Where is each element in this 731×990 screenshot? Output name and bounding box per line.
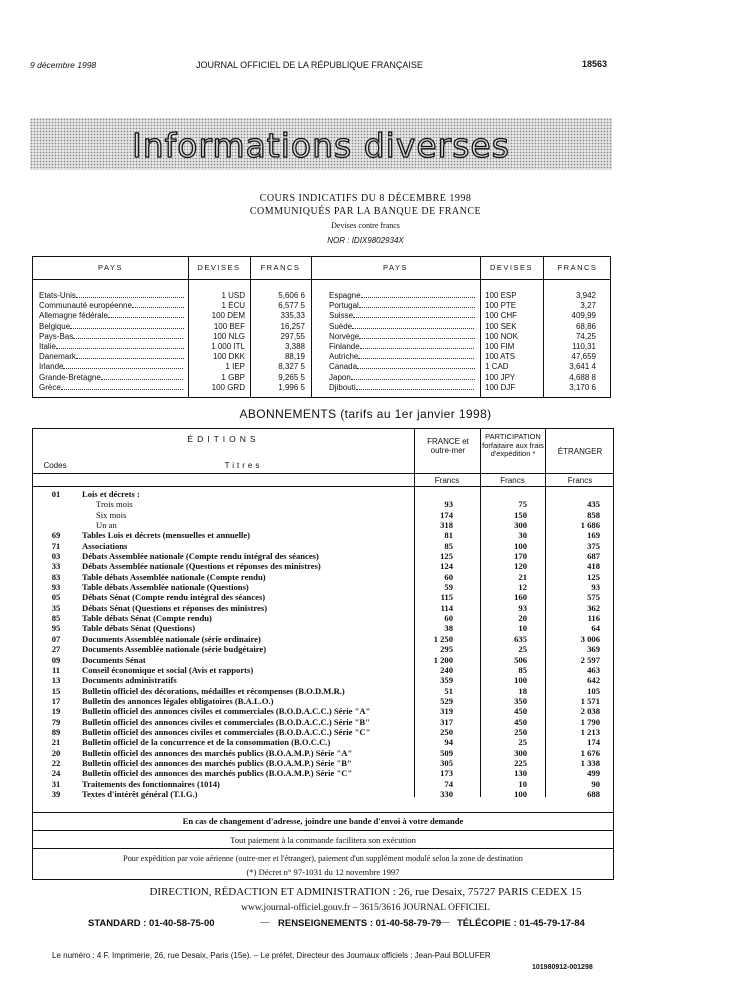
abonnement-cell: 11: [51, 664, 61, 675]
abonnement-cell: 89: [51, 726, 61, 737]
abonnement-cell: 69: [51, 530, 61, 541]
note-decree: (*) Décret n° 97-1031 du 12 novembre 1997: [246, 867, 400, 877]
abonnement-cell: Conseil économique et social (Avis et rapports): [82, 664, 254, 675]
abonnement-cell: 114: [440, 602, 453, 613]
note-change-address: En cas de changement d'adresse, joindre une bande d'envoi à votre demande: [182, 816, 464, 826]
footer-imprint: Le numéro : 4 F. Imprimerie, 26, rue Desaix, Paris (15e). – Le préfet, Directeur des Journaux officiels : Jean-Paul BOLUFER: [52, 951, 491, 960]
abonnement-cell: 39: [51, 788, 61, 799]
abonnement-cell: 12: [518, 582, 527, 593]
cours-left-cell: Communauté européenne: [39, 301, 184, 311]
abonnement-cell: 2 038: [580, 706, 600, 717]
renseignements-phone: RENSEIGNEMENTS : 01-40-58-79-79: [278, 918, 442, 929]
abonnement-cell: 369: [587, 644, 600, 655]
abonnement-cell: [483, 489, 527, 499]
abonnement-cell: 1 686: [580, 520, 600, 531]
cours-right-cell: 100 CHF: [485, 311, 518, 321]
abonnement-cell: Bulletin officiel des annonces civiles et commerciales (B.O.D.A.C.C.) Série "B": [82, 716, 370, 727]
abonnement-cell: Bulletin officiel des annonces des marchés publics (B.O.A.M.P.) Série "C": [82, 768, 353, 779]
abonnement-cell: 51: [444, 685, 453, 696]
abonnement-cell: Débats Assemblée nationale (Compte rendu intégral des séances): [82, 551, 319, 562]
abonnement-cell: Bulletin des annonces légales obligatoires (B.A.L.O.): [82, 695, 274, 706]
cours-header-pays-right: PAYS: [383, 263, 408, 272]
abonnement-cell: 15: [51, 685, 61, 696]
header-page-number: 18563: [582, 59, 608, 69]
abonnement-cell: Débats Assemblée nationale (Questions et réponses des ministres): [82, 561, 321, 572]
cours-left-cell: 88,19: [284, 352, 305, 362]
abonnements-codes-column: [43, 489, 69, 799]
abonnement-cell: 10: [518, 623, 527, 634]
cours-left-cell: 6,577 5: [278, 301, 305, 311]
cours-left-cell: 1 ÉCU: [221, 301, 245, 311]
abonnement-cell: 250: [514, 726, 527, 737]
cours-right-cell: Djibouti: [329, 383, 475, 393]
cours-left-cell: 100 BEF: [213, 321, 245, 331]
abonnement-cell: Bulletin officiel de la concurrence et de la consommation (B.O.C.C.): [82, 737, 331, 748]
abonnement-cell: 75: [518, 499, 527, 510]
abonnement-cell: 305: [440, 757, 453, 768]
abonnement-cell: 575: [587, 592, 600, 603]
cours-header-devises-right: DEVISES: [489, 263, 533, 272]
cours-right-cell: Autriche: [329, 352, 475, 362]
abonnement-cell: Associations: [82, 540, 128, 551]
cours-left-cell: 8,327 5: [278, 362, 305, 372]
abonnement-cell: 295: [440, 644, 453, 655]
abonnement-cell: Table débats Assemblée nationale (Questions): [82, 582, 249, 593]
cours-right-cell: 409,99: [571, 311, 596, 321]
abonnement-cell: 85: [51, 613, 61, 624]
abonnements-titles-column: [82, 489, 408, 799]
abonnement-cell: 10: [518, 778, 527, 789]
abonnement-cell: 100: [514, 675, 527, 686]
abonnement-cell: 858: [587, 509, 600, 520]
abonnement-cell: 362: [587, 602, 600, 613]
cours-right-cell: Suède: [329, 322, 475, 332]
cours-left-cell: 5,606 6: [278, 291, 305, 300]
abonnement-cell: 93: [51, 582, 61, 593]
abonnement-cell: 100: [514, 788, 527, 799]
abonnement-cell: 509: [440, 747, 453, 758]
abonnement-cell: 450: [514, 706, 527, 717]
cours-left-cell: 100 DKK: [212, 352, 245, 362]
abonnement-cell: Table débats Sénat (Questions): [82, 623, 196, 634]
abonnement-cell: 35: [51, 602, 61, 613]
cours-right-cell: 1 CAD: [485, 362, 509, 372]
abonnement-cell: 20: [518, 613, 527, 624]
abonnement-cell: 09: [51, 654, 61, 665]
cours-right-cell: Canada: [329, 362, 475, 372]
abonnements-header-etranger: ÉTRANGER: [557, 447, 603, 456]
cours-right-cell: 100 FIM: [485, 342, 515, 352]
abonnement-cell: 115: [440, 592, 453, 603]
cours-left-cell: 1 USD: [221, 291, 245, 300]
abonnement-cell: 24: [51, 768, 61, 779]
cours-subtitle: Devises contre francs: [331, 221, 400, 230]
header-date: 9 décembre 1998: [30, 60, 97, 70]
cours-right-cell: 74,25: [575, 331, 596, 341]
abonnement-cell: [43, 510, 69, 520]
cours-left-cell: 100 GRD: [211, 382, 245, 392]
cours-left-country-column: [39, 291, 184, 393]
abonnement-cell: 529: [440, 695, 453, 706]
abonnement-cell: 350: [514, 695, 527, 706]
abonnement-cell: 85: [518, 664, 527, 675]
abonnement-cell: 64: [591, 623, 600, 634]
cours-right-cell: 3,27: [580, 301, 596, 311]
abonnement-cell: 1 338: [580, 757, 600, 768]
abonnement-cell: 3 006: [580, 633, 600, 644]
abonnement-cell: 79: [51, 716, 61, 727]
cours-right-cell: 110,31: [572, 342, 596, 352]
cours-right-cell: Portugal: [329, 301, 475, 311]
abonnement-cell: 93: [444, 499, 453, 510]
abonnement-cell: [548, 489, 600, 499]
cours-right-cell: 3,641 4: [569, 362, 596, 372]
abonnement-cell: Bulletin officiel des annonces des marchés publics (B.O.A.M.P.) Série "B": [82, 757, 352, 768]
note-payment: Tout paiement à la commande facilitera son exécution: [230, 835, 416, 845]
abonnements-participation-column: [483, 489, 527, 799]
cours-left-cell: 335,33: [280, 311, 305, 321]
cours-right-rate-column: [548, 291, 596, 393]
cours-right-cell: 3,170 6: [569, 382, 596, 392]
abonnement-cell: 21: [51, 737, 61, 748]
abonnement-cell: 688: [587, 788, 600, 799]
cours-right-cell: 68,86: [575, 321, 596, 331]
abonnement-cell: 38: [444, 623, 453, 634]
abonnement-cell: 170: [514, 551, 527, 562]
abonnement-cell: 17: [51, 695, 61, 706]
cours-title-line2: COMMUNIQUÉS PAR LA BANQUE DE FRANCE: [249, 206, 482, 217]
abonnement-cell: 240: [440, 664, 453, 675]
note-air-shipping: Pour expédition par voie aérienne (outre-mer et l'étranger), paiement d'un supplément modulé selon la zone de destination: [123, 854, 523, 863]
abonnement-cell: 21: [518, 571, 527, 582]
abonnements-header-editions: ÉDITIONS: [187, 434, 260, 444]
telecopie-fax: TÉLÉCOPIE : 01-45-79-17-84: [457, 918, 585, 929]
abonnement-cell: Débats Sénat (Questions et réponses des ministres): [82, 602, 268, 613]
abonnement-cell: 300: [514, 520, 527, 531]
abonnement-cell: 499: [587, 768, 600, 779]
standard-phone: STANDARD : 01-40-58-75-00: [88, 918, 215, 929]
abonnement-cell: Documents Assemblée nationale (série ordinaire): [82, 633, 261, 644]
abonnement-cell: 150: [514, 509, 527, 520]
cours-right-cell: 100 DJF: [485, 382, 516, 392]
cours-left-currency-column: [193, 291, 245, 393]
abonnement-cell: 1 571: [580, 695, 600, 706]
abonnement-cell: 18: [518, 685, 527, 696]
abonnement-cell: 506: [514, 654, 527, 665]
abonnement-cell: [43, 520, 69, 530]
website-minitel: www.journal-officiel.gouv.fr – 3615/3616 JOURNAL OFFICIEL: [241, 903, 490, 913]
cours-right-cell: 100 NOK: [485, 331, 518, 341]
abonnement-cell: 94: [444, 737, 453, 748]
abonnement-cell: 27: [51, 644, 61, 655]
abonnement-cell: 93: [518, 602, 527, 613]
cours-right-cell: Norvège: [329, 332, 475, 342]
footer-code: 101980912-001298: [532, 964, 593, 971]
cours-left-cell: 1 000 ITL: [211, 342, 245, 352]
abonnement-cell: 125: [587, 571, 600, 582]
abonnement-cell: 05: [51, 592, 61, 603]
abonnement-cell: 25: [518, 644, 527, 655]
abonnement-cell: 01: [51, 489, 61, 499]
abonnement-cell: 120: [514, 561, 527, 572]
abonnement-cell: 03: [51, 551, 61, 562]
abonnement-cell: Bulletin officiel des décorations, médailles et récompenses (B.O.D.M.R.): [82, 685, 345, 696]
abonnement-cell: Un an: [96, 520, 117, 531]
unit-label-etranger: Francs: [567, 476, 593, 485]
abonnement-cell: 105: [587, 685, 600, 696]
abonnement-cell: 74: [444, 778, 453, 789]
cours-table: [32, 256, 611, 398]
cours-header-pays: PAYS: [98, 263, 123, 272]
abonnement-cell: 375: [587, 540, 600, 551]
abonnement-cell: 07: [51, 633, 61, 644]
abonnement-cell: 93: [591, 582, 600, 593]
cours-right-cell: 100 ESP: [485, 291, 517, 300]
abonnement-cell: 30: [518, 530, 527, 541]
abonnement-cell: 1 250: [433, 633, 453, 644]
abonnement-cell: 300: [514, 747, 527, 758]
cours-right-cell: 100 PTE: [485, 301, 517, 311]
abonnement-cell: 124: [440, 561, 453, 572]
cours-right-cell: 3,942: [575, 291, 596, 300]
abonnement-cell: 1 676: [580, 747, 600, 758]
abonnement-cell: 59: [444, 582, 453, 593]
abonnement-cell: 31: [51, 778, 61, 789]
abonnement-cell: 250: [440, 726, 453, 737]
abonnement-cell: 169: [587, 530, 600, 541]
abonnements-header-france: FRANCE et outre-mer: [427, 437, 469, 455]
abonnement-cell: Lois et décrets :: [82, 489, 140, 499]
abonnement-cell: 173: [440, 768, 453, 779]
abonnement-cell: Documents administratifs: [82, 675, 177, 686]
abonnement-cell: Trois mois: [96, 499, 133, 510]
direction-address: DIRECTION, RÉDACTION ET ADMINISTRATION : 26, rue Desaix, 75727 PARIS CEDEX 15: [149, 886, 582, 898]
abonnements-etranger-column: [548, 489, 600, 799]
cours-left-cell: Grande-Bretagne: [39, 373, 184, 383]
abonnement-cell: 225: [514, 757, 527, 768]
cours-right-cell: 100 ATS: [485, 352, 516, 362]
abonnement-cell: Bulletin officiel des annonces civiles et commerciales (B.O.D.A.C.C.) Série "C": [82, 726, 371, 737]
cours-left-cell: Pays-Bas: [39, 332, 184, 342]
abonnement-cell: 318: [440, 520, 453, 531]
abonnement-cell: [417, 489, 453, 499]
abonnement-cell: Traitements des fonctionnaires (1014): [82, 778, 220, 789]
abonnement-cell: 90: [591, 778, 600, 789]
abonnement-cell: 25: [518, 737, 527, 748]
cours-left-cell: Grèce: [39, 383, 184, 393]
abonnement-cell: 418: [587, 561, 600, 572]
banner-title: Informations diverses: [132, 126, 510, 165]
cours-right-cell: Espagne: [329, 291, 475, 301]
header-journal: JOURNAL OFFICIEL DE LA RÉPUBLIQUE FRANÇAISE: [196, 60, 423, 70]
abonnement-cell: 687: [587, 551, 600, 562]
cours-left-cell: Danemark: [39, 352, 184, 362]
cours-header-francs: FRANCS: [260, 263, 301, 272]
abonnement-cell: 116: [587, 613, 600, 624]
cours-left-cell: 1 IEP: [225, 362, 245, 372]
abonnements-france-column: [417, 489, 453, 799]
cours-left-cell: 1 GBP: [221, 372, 245, 382]
cours-left-cell: 100 NLG: [212, 331, 245, 341]
abonnement-cell: Six mois: [96, 509, 127, 520]
abonnement-cell: 635: [514, 633, 527, 644]
cours-right-cell: 4,688 8: [569, 372, 596, 382]
cours-left-rate-column: [255, 291, 305, 393]
abonnement-cell: 2 597: [580, 654, 600, 665]
abonnement-cell: 317: [440, 716, 453, 727]
section-banner: [30, 118, 612, 170]
abonnement-cell: 330: [440, 788, 453, 799]
abonnement-cell: Textes d'intérêt général (T.I.G.): [82, 788, 198, 799]
cours-left-cell: 1,996 5: [278, 382, 305, 392]
abonnement-cell: 19: [51, 706, 61, 717]
cours-title-line1: COURS INDICATIFS DU 8 DÉCEMBRE 1998: [259, 193, 472, 204]
abonnement-cell: Documents Assemblée nationale (série budgétaire): [82, 644, 267, 655]
abonnement-cell: 95: [51, 623, 61, 634]
unit-label-participation: Francs: [500, 476, 525, 485]
cours-right-cell: Suisse: [329, 311, 475, 321]
abonnement-cell: Documents Sénat: [82, 654, 146, 665]
abonnement-cell: 435: [587, 499, 600, 510]
abonnement-cell: 60: [444, 571, 453, 582]
abonnement-cell: Bulletin officiel des annonces civiles et commerciales (B.O.D.A.C.C.) Série "A": [82, 706, 371, 717]
abonnement-cell: [43, 499, 69, 509]
abonnement-cell: 160: [514, 592, 527, 603]
abonnement-cell: 60: [444, 613, 453, 624]
cours-left-cell: 3,388: [284, 342, 305, 352]
abonnement-cell: 100: [514, 540, 527, 551]
abonnement-cell: 319: [440, 706, 453, 717]
abonnement-cell: 450: [514, 716, 527, 727]
abonnement-cell: Débats Sénat (Compte rendu intégral des séances): [82, 592, 266, 603]
cours-right-cell: 47,659: [571, 352, 596, 362]
cours-right-cell: Finlande: [329, 342, 475, 352]
abonnement-cell: 174: [440, 509, 453, 520]
cours-right-country-column: [329, 291, 475, 393]
abonnement-cell: Table débats Assemblée nationale (Compte rendu): [82, 571, 266, 582]
unit-label-france: Francs: [434, 476, 460, 485]
abonnement-cell: 1 790: [580, 716, 600, 727]
abonnement-cell: Bulletin officiel des annonces des marchés publics (B.O.A.M.P.) Série "A": [82, 747, 353, 758]
abonnement-cell: 125: [440, 551, 453, 562]
abonnements-header-codes: Codes: [43, 461, 67, 470]
cours-nor: NOR : IDIX9802934X: [327, 236, 404, 245]
abonnements-table: [32, 428, 614, 880]
abonnement-cell: 81: [444, 530, 453, 541]
abonnement-cell: 359: [440, 675, 453, 686]
abonnement-cell: 20: [51, 747, 61, 758]
abonnement-cell: 13: [51, 675, 61, 686]
cours-right-currency-column: [485, 291, 531, 393]
abonnement-cell: Table débats Sénat (Compte rendu): [82, 613, 212, 624]
abonnement-cell: 642: [587, 675, 600, 686]
cours-right-cell: Japon: [329, 373, 475, 383]
abonnement-cell: 130: [514, 768, 527, 779]
abonnements-header-participation: PARTICIPATION forfaitaire aux frais d'expédition *: [482, 432, 544, 458]
cours-left-cell: 100 DEM: [211, 311, 245, 321]
cours-right-cell: 100 JPY: [485, 372, 516, 382]
abonnement-cell: 1 213: [580, 726, 600, 737]
abonnement-cell: 463: [587, 664, 600, 675]
cours-right-cell: 100 SEK: [485, 321, 517, 331]
abonnement-cell: 22: [51, 757, 61, 768]
cours-header-devises: DEVISES: [197, 263, 241, 272]
abonnement-cell: 85: [444, 540, 453, 551]
abonnement-cell: 33: [51, 561, 61, 572]
abonnement-cell: Tables Lois et décrets (mensuelles et annuelle): [82, 530, 251, 541]
cours-header-francs-right: FRANCS: [557, 263, 598, 272]
cours-left-cell: 9,265 5: [278, 372, 305, 382]
cours-left-cell: Irlande: [39, 362, 184, 372]
abonnements-header-titres: Titres: [224, 461, 263, 470]
cours-left-cell: 297,55: [280, 331, 305, 341]
cours-left-cell: 16,257: [280, 321, 305, 331]
cours-left-cell: Italie: [39, 342, 184, 352]
cours-left-cell: Belgique: [39, 322, 184, 332]
abonnement-cell: 174: [587, 737, 600, 748]
abonnement-cell: 1 200: [433, 654, 453, 665]
abonnements-title: ABONNEMENTS (tarifs au 1er janvier 1998): [239, 407, 492, 421]
cours-left-cell: Allemagne fédérale: [39, 311, 184, 321]
abonnement-cell: 83: [51, 571, 61, 582]
abonnement-cell: 71: [51, 540, 61, 551]
cours-left-cell: Etats-Unis: [39, 291, 184, 301]
